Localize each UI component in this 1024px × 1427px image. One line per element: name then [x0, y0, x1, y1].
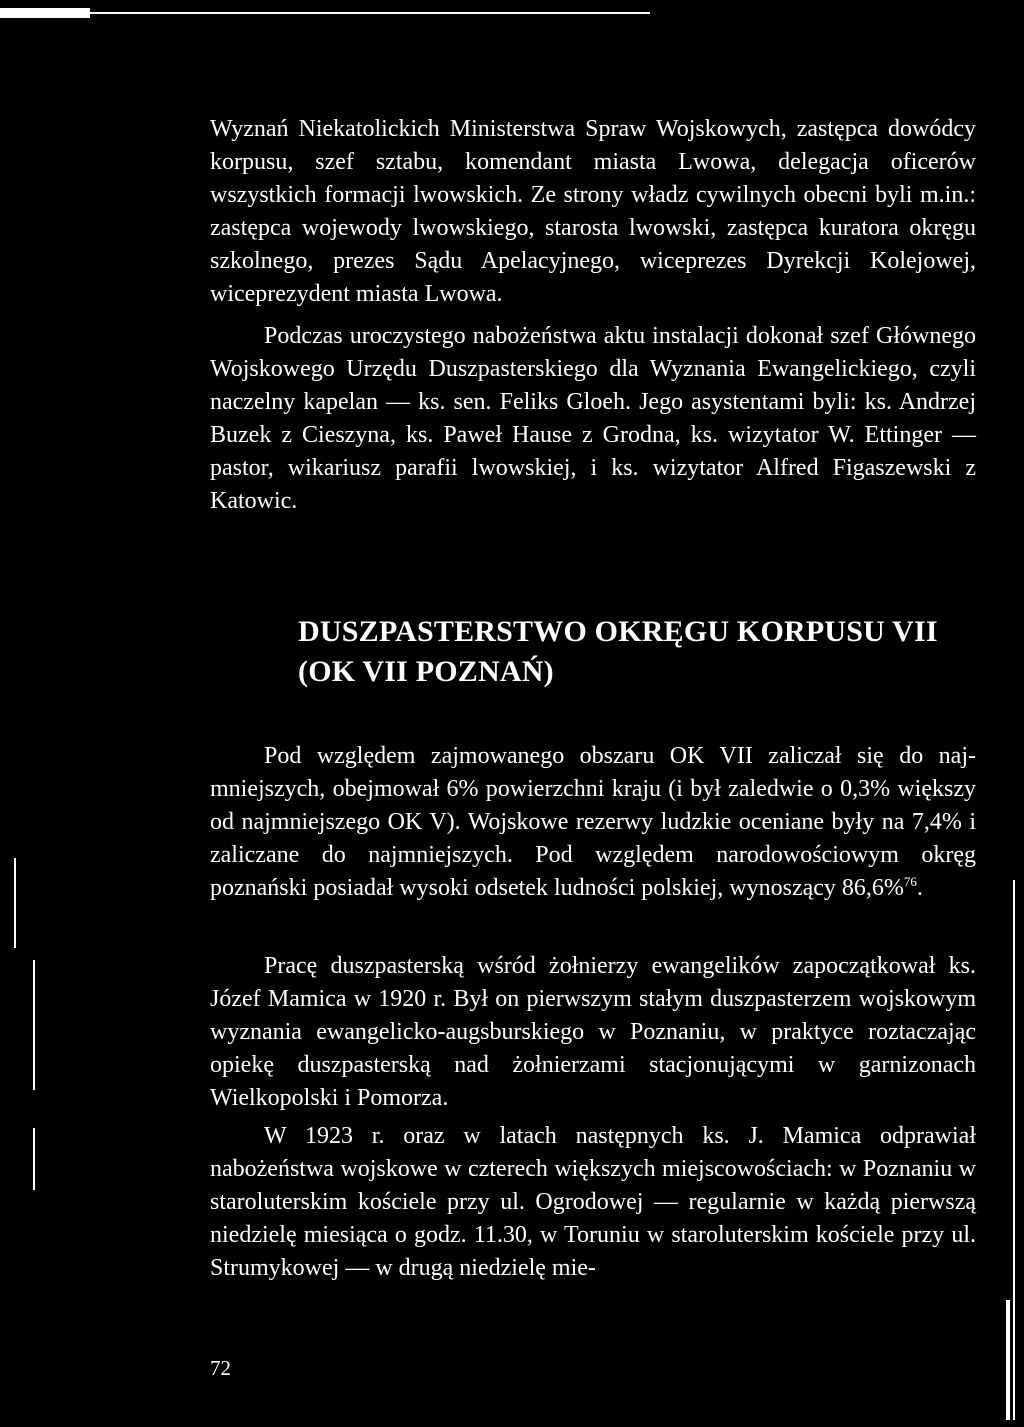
margin-scan-mark [33, 1128, 35, 1190]
paragraph-area-end: . [916, 874, 923, 901]
margin-scan-mark [14, 858, 16, 948]
paragraph-services: W 1923 r. oraz w latach następnych ks. J. Mamica odprawiał nabożeństwa wojskowe w czterech większych miejscowościach: w Poznaniu w staroluterskim kościele przy ul. Ogrodowej — regularnie w każdą pierwszą niedzielę miesiąca o godz. 11.30, w Toruniu w staroluterskim kościele przy ul. Strumykowej — w drugą niedzielę mie- [210, 1123, 976, 1281]
paragraph-area [210, 740, 976, 905]
scan-edge-line [0, 12, 650, 14]
margin-scan-mark [33, 960, 35, 1090]
section-heading-line1: DUSZPASTERSTWO OKRĘGU KORPUSU VII [298, 615, 938, 648]
paragraph-pastoral-work: Pracę duszpasterską wśród żołnierzy ewangelików zapoczątkował ks. Józef Mamica w 1920 r. Był on pierwszym stałym duszpasterzem wojskowym wyznania ewangelicko-augsburskiego w Poznaniu, w praktyce roztaczając opiekę duszpasterską nad żołnierzami stacjonującymi w garnizonach Wielkopolski i Pomorza. [210, 953, 976, 1111]
margin-scan-mark [1013, 880, 1015, 1420]
footnote-ref: 76 [903, 873, 917, 889]
margin-scan-mark [1006, 1300, 1010, 1420]
section-heading [298, 612, 998, 692]
page-number: 72 [210, 1356, 231, 1380]
paragraph-area-text: Pod względem zajmowanego obszaru OK VII zaliczał się do najmniejszych, obejmował 6% powierzchni kraju (i był zaledwie o 0,3% większy od najmniejszego OK V). Wojskowe rezerwy ludzkie oceniane były na 7,4% i zaliczane do najmniejszych. Pod względem narodowościowym okręg poznański posiadał wysoki odsetek ludności polskiej, wynoszący 86,6% [210, 743, 976, 901]
paragraph-installation: Podczas uroczystego nabożeństwa aktu instalacji dokonał szef Głównego Wojskowego Urzędu Duszpasterskiego dla Wyznania Ewangelickiego, czyli naczelny kapelan — ks. sen. Feliks Gloeh. Jego asystentami byli: ks. Andrzej Buzek z Cieszyna, ks. Paweł Hause z Grodna, ks. wizytator W. Ettinger — pastor, wikariusz parafii lwowskiej, i ks. wizytator Alfred Figaszewski z Katowic. [210, 323, 976, 514]
section-heading-line2: (OK VII POZNAŃ) [298, 655, 554, 688]
paragraph-continuation: Wyznań Niekatolickich Ministerstwa Spraw Wojskowych, zastępca dowódcy korpusu, szef sztabu, komendant miasta Lwowa, delegacja oficerów wszystkich formacji lwowskich. Ze strony władz cywilnych obecni byli m.in.: zastępca wojewody lwowskiego, starosta lwowski, zastępca kuratora okręgu szkolnego, prezes Sądu Apelacyjnego, wiceprezes Dyrekcji Kolejowej, wiceprezydent miasta Lwowa. [210, 116, 976, 307]
